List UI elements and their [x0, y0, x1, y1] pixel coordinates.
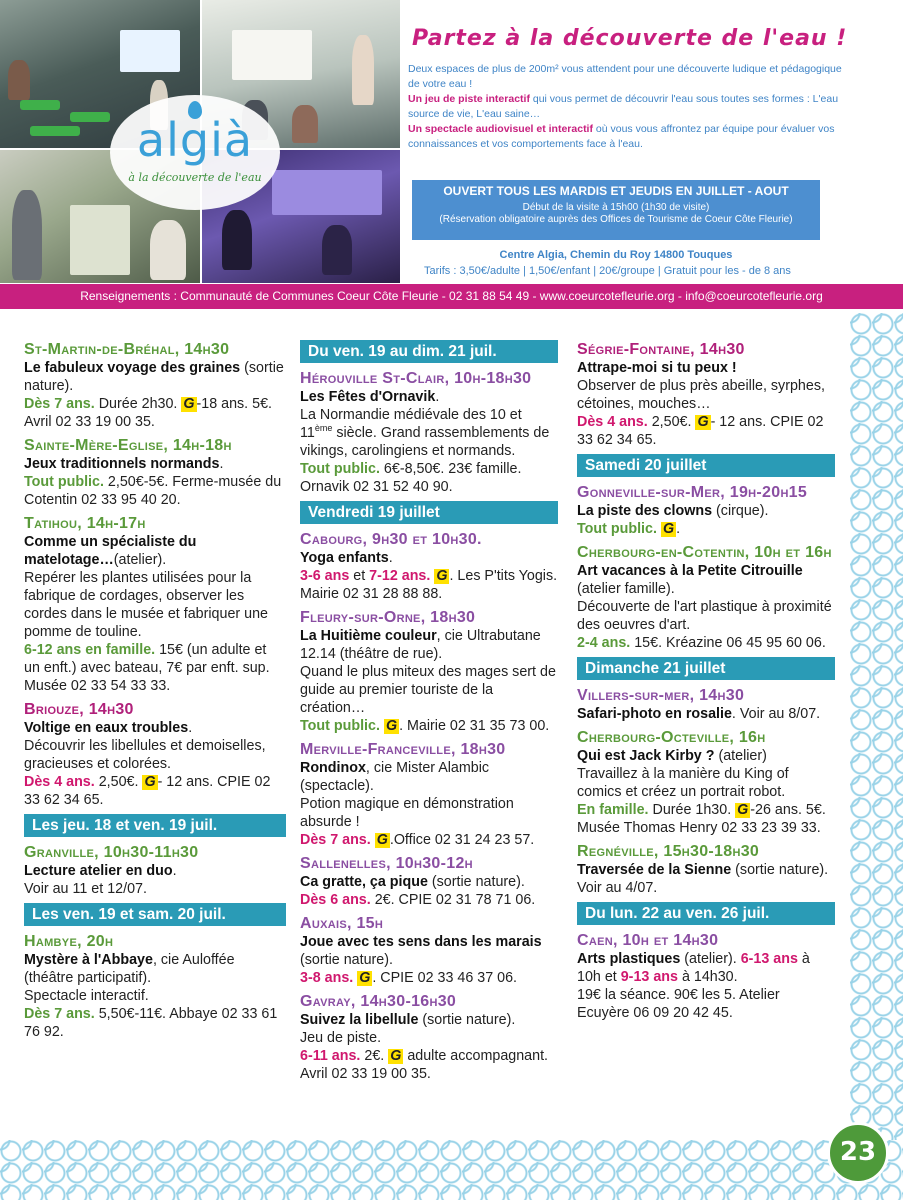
- event-desc: adulte accompagnant. Avril 02 33 19 00 35.: [300, 1048, 549, 1082]
- tarifs: Tarifs : 3,50€/adulte | 1,50€/enfant | 20€/groupe | Gratuit pour les - de 8 ans: [424, 265, 791, 277]
- event-desc: (atelier famille).: [577, 581, 675, 597]
- event-entry: [300, 530, 558, 603]
- event-desc: à 10h et: [577, 951, 810, 985]
- event-desc: Repérer les plantes utilisées pour la fabrique de cordages, observer les cordes dans le musée et fabriquer une pomme de touline.: [24, 570, 268, 640]
- person: [12, 190, 42, 280]
- event-place: Villers-sur-mer, 14h30: [577, 687, 745, 704]
- event-place: Tatihou, 14h-17h: [24, 515, 146, 532]
- event-title: La Huitième couleur: [300, 628, 437, 644]
- event-desc: 2,50€-5€. Ferme-musée du Cotentin 02 33 95 40 20.: [24, 474, 282, 508]
- event-place: Regnéville, 15h30-18h30: [577, 843, 760, 860]
- event-desc: Voir au 4/07.: [577, 880, 658, 896]
- person: [8, 60, 30, 100]
- projection-screen: [120, 30, 180, 72]
- event-title: Yoga enfants: [300, 550, 389, 566]
- event-desc: (sortie nature).: [24, 360, 284, 394]
- event-desc: (sortie nature).: [731, 862, 829, 878]
- event-desc: 15€. Kréazine 06 45 95 60 06.: [630, 635, 826, 651]
- event-entry: [300, 740, 558, 849]
- event-desc: Quand le plus miteux des mages sert de guide au premier touriste de la création…: [300, 664, 556, 716]
- event-entry: [577, 842, 835, 897]
- event-entry: [24, 700, 286, 809]
- event-desc: La Normandie médiévale des 10 et 11: [300, 407, 522, 441]
- seat: [30, 126, 80, 136]
- event-place: Cabourg, 9h30 et 10h30.: [300, 531, 482, 548]
- event-desc: -18 ans. 5€. Avril 02 33 19 00 35.: [24, 396, 273, 430]
- event-desc: Voir au 11 et 12/07.: [24, 881, 147, 897]
- column-1: [24, 340, 286, 1046]
- interactive-panel: [70, 205, 130, 275]
- event-desc: .Office 02 31 24 23 57.: [389, 832, 535, 848]
- event-title: Voltige en eaux troubles: [24, 720, 189, 736]
- event-desc: (cirque).: [712, 503, 769, 519]
- event-audience: Dès 7 ans.: [24, 396, 95, 412]
- event-entry: [300, 914, 558, 987]
- event-entry: [577, 728, 835, 837]
- banner-game: [408, 92, 848, 122]
- event-desc: 2€. CPIE 02 31 78 71 06.: [370, 892, 536, 908]
- event-title: Rondinox: [300, 760, 366, 776]
- free-badge: G: [697, 414, 709, 430]
- event-audience: En famille.: [577, 802, 649, 818]
- event-desc: (sortie nature).: [427, 874, 525, 890]
- date-band: Dimanche 21 juillet: [577, 657, 835, 680]
- event-desc: 6€-8,50€. 23€ famille. Ornavik 02 31 52 40 90.: [300, 461, 522, 495]
- person: [352, 35, 374, 105]
- info-bar: Renseignements : Communauté de Communes Coeur Côte Fleurie - 02 31 88 54 49 - www.coeurcotefleurie.org - info@coeurcotefleurie.org: [0, 284, 903, 309]
- event-place: Sainte-Mère-Eglise, 14h-18h: [24, 437, 232, 454]
- person: [150, 220, 186, 280]
- event-place: Hambye, 20h: [24, 933, 114, 950]
- date-band: Du ven. 19 au dim. 21 juil.: [300, 340, 558, 363]
- banner-intro: Deux espaces de plus de 200m² vous attendent pour une découverte ludique et pédagogique de votre eau !: [408, 63, 842, 90]
- seat: [20, 100, 60, 110]
- event-audience: Dès 7 ans.: [300, 832, 371, 848]
- event-desc: .: [219, 456, 224, 472]
- event-entry: [24, 843, 286, 898]
- event-place: St-Martin-de-Bréhal, 14h30: [24, 341, 230, 358]
- event-place: Cherbourg-en-Cotentin, 10h et 16h: [577, 544, 832, 561]
- event-title: Jeux traditionnels normands: [24, 456, 220, 472]
- event-entry: [24, 340, 286, 431]
- date-band: Vendredi 19 juillet: [300, 501, 558, 524]
- opening-line-1: Début de la visite à 15h00 (1h30 de visite): [522, 202, 710, 213]
- event-desc: , cie Mister Alambic (spectacle).: [300, 760, 490, 794]
- free-badge: G: [662, 521, 675, 537]
- event-desc: (sortie nature).: [418, 1012, 516, 1028]
- event-place: Caen, 10h et 14h30: [577, 932, 719, 949]
- date-band: Les ven. 19 et sam. 20 juil.: [24, 903, 286, 926]
- column-2: [300, 340, 558, 1088]
- event-entry: [300, 369, 558, 496]
- event-desc: Jeu de piste.: [300, 1030, 382, 1046]
- event-title: Le fabuleux voyage des graines: [24, 360, 241, 376]
- event-place: Hérouville St-Clair, 10h-18h30: [300, 370, 532, 387]
- event-title: Mystère à l'Abbaye: [24, 952, 153, 968]
- event-entry: [577, 931, 835, 1022]
- event-place: Cherbourg-Octeville, 16h: [577, 729, 766, 746]
- free-badge: G: [737, 802, 749, 818]
- event-desc: - 12 ans. CPIE 02 33 62 34 65.: [24, 774, 271, 808]
- event-place: Ségrie-Fontaine, 14h30: [577, 341, 745, 358]
- event-desc: (atelier): [714, 748, 767, 764]
- decorative-pattern-bottom: [0, 1140, 903, 1200]
- event-desc: (sortie nature).: [300, 952, 393, 968]
- event-desc: , cie Auloffée (théâtre participatif).: [24, 952, 235, 986]
- event-desc: .: [676, 521, 681, 537]
- event-desc: 19€ la séance. 90€ les 5. Atelier Ecuyère 06 09 20 42 45.: [577, 987, 780, 1021]
- logo-name: algià: [136, 113, 254, 167]
- event-desc: .: [435, 389, 440, 405]
- event-desc: Découverte de l'art plastique à proximité des oeuvres d'art.: [577, 599, 832, 633]
- event-audience: 7-12 ans.: [369, 568, 431, 584]
- event-audience: 2-4 ans.: [577, 635, 631, 651]
- event-place: Gonneville-sur-Mer, 19h-20h15: [577, 484, 808, 501]
- free-badge: G: [359, 970, 371, 986]
- event-place: Auxais, 15h: [300, 915, 384, 932]
- event-desc: . CPIE 02 33 46 37 06.: [372, 970, 518, 986]
- event-place: Granville, 10h30-11h30: [24, 844, 199, 861]
- event-audience: Dès 7 ans.: [24, 1006, 95, 1022]
- opening-title: OUVERT TOUS LES MARDIS ET JEUDIS EN JUILLET - AOUT: [443, 184, 789, 198]
- event-audience: Dès 4 ans.: [577, 414, 648, 430]
- event-desc: - 12 ans. CPIE 02 33 62 34 65.: [577, 414, 824, 448]
- event-desc: (atelier).: [680, 951, 741, 967]
- seat: [70, 112, 110, 122]
- event-entry: [300, 608, 558, 735]
- projection-screen: [272, 170, 382, 215]
- person: [292, 105, 318, 143]
- event-desc: 5,50€-11€. Abbaye 02 33 61 76 92.: [24, 1006, 278, 1040]
- banner-show: [408, 122, 848, 152]
- event-entry: [24, 932, 286, 1041]
- show-text: où vous vous affrontez par équipe pour évaluer vos connaissances et vos comportements face à l'eau.: [408, 123, 835, 150]
- event-title: Ca gratte, ça pique: [300, 874, 428, 890]
- logo-tagline: à la découverte de l'eau: [128, 171, 262, 184]
- event-audience: Tout public.: [577, 521, 657, 537]
- event-desc: (atelier).: [113, 552, 167, 568]
- event-desc: -26 ans. 5€. Musée Thomas Henry 02 33 23 39 33.: [577, 802, 826, 836]
- opening-line-2: (Réservation obligatoire auprès des Offices de Tourisme de Coeur Côte Fleurie): [439, 214, 793, 225]
- event-entry: [577, 543, 835, 652]
- event-desc: 15€ (un adulte et un enft.) avec bateau, 7€ par enft. sup. Musée 02 33 54 33 33.: [24, 642, 270, 694]
- person: [322, 225, 352, 275]
- event-desc: 2,50€.: [94, 774, 143, 790]
- date-band: Samedi 20 juillet: [577, 454, 835, 477]
- free-badge: G: [144, 774, 156, 790]
- event-title: Attrape-moi si tu peux !: [577, 360, 737, 376]
- event-desc: Durée 1h30.: [648, 802, 736, 818]
- game-text: qui vous permet de découvrir l'eau sous toutes ses formes : L'eau source de vie, L'eau saine…: [408, 93, 839, 120]
- event-audience: 6-13 ans: [740, 951, 798, 967]
- event-entry: [577, 686, 835, 723]
- event-entry: [300, 992, 558, 1083]
- free-badge: G: [376, 832, 388, 848]
- event-title: Traversée de la Sienne: [577, 862, 732, 878]
- page-number: 23: [827, 1122, 889, 1184]
- event-audience: Tout public.: [300, 461, 380, 477]
- date-band: Les jeu. 18 et ven. 19 juil.: [24, 814, 286, 837]
- superscript: ème: [314, 423, 333, 434]
- event-desc: .: [188, 720, 193, 736]
- event-audience: 6-11 ans.: [300, 1048, 361, 1064]
- address: Centre Algia, Chemin du Roy 14800 Touques: [499, 249, 733, 261]
- free-badge: G: [385, 718, 398, 734]
- banner-photos: [0, 0, 400, 283]
- event-title: Art vacances à la Petite Citrouille: [577, 563, 803, 579]
- free-badge: G: [183, 396, 195, 412]
- event-entry: [300, 854, 558, 909]
- event-title: Comme un spécialiste du matelotage…: [24, 534, 197, 568]
- opening-box: [412, 180, 820, 240]
- event-desc: , cie Ultrabutane 12.14 (théâtre de rue).: [300, 628, 541, 662]
- person: [222, 210, 252, 270]
- event-title: Suivez la libellule: [300, 1012, 419, 1028]
- event-title: Lecture atelier en duo: [24, 863, 173, 879]
- event-title: Arts plastiques: [577, 951, 681, 967]
- event-place: Gavray, 14h30-16h30: [300, 993, 457, 1010]
- event-place: Fleury-sur-Orne, 18h30: [300, 609, 476, 626]
- event-title: Joue avec tes sens dans les marais: [300, 934, 542, 950]
- column-3: [577, 340, 835, 1027]
- event-desc: .: [388, 550, 393, 566]
- free-badge: G: [436, 568, 448, 584]
- event-desc: Travaillez à la manière du King of comics et créez un portrait robot.: [577, 766, 789, 800]
- event-desc: Durée 2h30.: [94, 396, 182, 412]
- event-title: Les Fêtes d'Ornavik: [300, 389, 436, 405]
- event-desc: 2€.: [360, 1048, 389, 1064]
- event-audience: 3-6 ans: [300, 568, 350, 584]
- event-audience: 9-13 ans: [620, 969, 678, 985]
- event-audience: Tout public.: [24, 474, 104, 490]
- event-place: Sallenelles, 10h30-12h: [300, 855, 473, 872]
- event-entry: [24, 436, 286, 509]
- event-title: La piste des clowns: [577, 503, 713, 519]
- date-band: Du lun. 22 au ven. 26 juil.: [577, 902, 835, 925]
- event-audience: Dès 4 ans.: [24, 774, 95, 790]
- event-entry: [24, 514, 286, 695]
- event-title: Safari-photo en rosalie: [577, 706, 732, 722]
- event-desc: Spectacle interactif.: [24, 988, 149, 1004]
- projection-screen: [232, 30, 312, 80]
- event-desc: siècle. Grand rassemblements de vikings, carolingiens et normands.: [300, 425, 550, 459]
- event-entry: [577, 340, 835, 449]
- event-audience: 3-8 ans.: [300, 970, 354, 986]
- event-desc: à 14h30.: [677, 969, 738, 985]
- banner-title: Partez à la découverte de l'eau !: [412, 26, 848, 51]
- event-audience: Dès 6 ans.: [300, 892, 371, 908]
- banner-text: [408, 62, 848, 152]
- algia-logo: [110, 95, 280, 210]
- event-audience: Tout public.: [300, 718, 380, 734]
- event-entry: [577, 483, 835, 538]
- event-place: Briouze, 14h30: [24, 701, 134, 718]
- free-badge: G: [390, 1048, 402, 1064]
- event-desc: Découvrir les libellules et demoiselles, gracieuses et colorées.: [24, 738, 266, 772]
- decorative-pattern-right: [850, 313, 903, 1200]
- event-desc: Observer de plus près abeille, syrphes, cétoines, mouches…: [577, 378, 825, 412]
- game-label: Un jeu de piste interactif: [408, 93, 530, 105]
- event-audience: 6-12 ans en famille.: [24, 642, 156, 658]
- event-desc: .: [172, 863, 177, 879]
- event-title: Qui est Jack Kirby ?: [577, 748, 715, 764]
- event-desc: . Mairie 02 31 35 73 00.: [399, 718, 550, 734]
- event-desc: 2,50€.: [647, 414, 696, 430]
- show-label: Un spectacle audiovisuel et interactif: [408, 123, 593, 135]
- event-desc: . Voir au 8/07.: [731, 706, 821, 722]
- event-place: Merville-Franceville, 18h30: [300, 741, 506, 758]
- event-desc: Potion magique en démonstration absurde !: [300, 796, 514, 830]
- event-desc: . Les P'tits Yogis. Mairie 02 31 28 88 88.: [300, 568, 558, 602]
- event-desc: et: [349, 568, 370, 584]
